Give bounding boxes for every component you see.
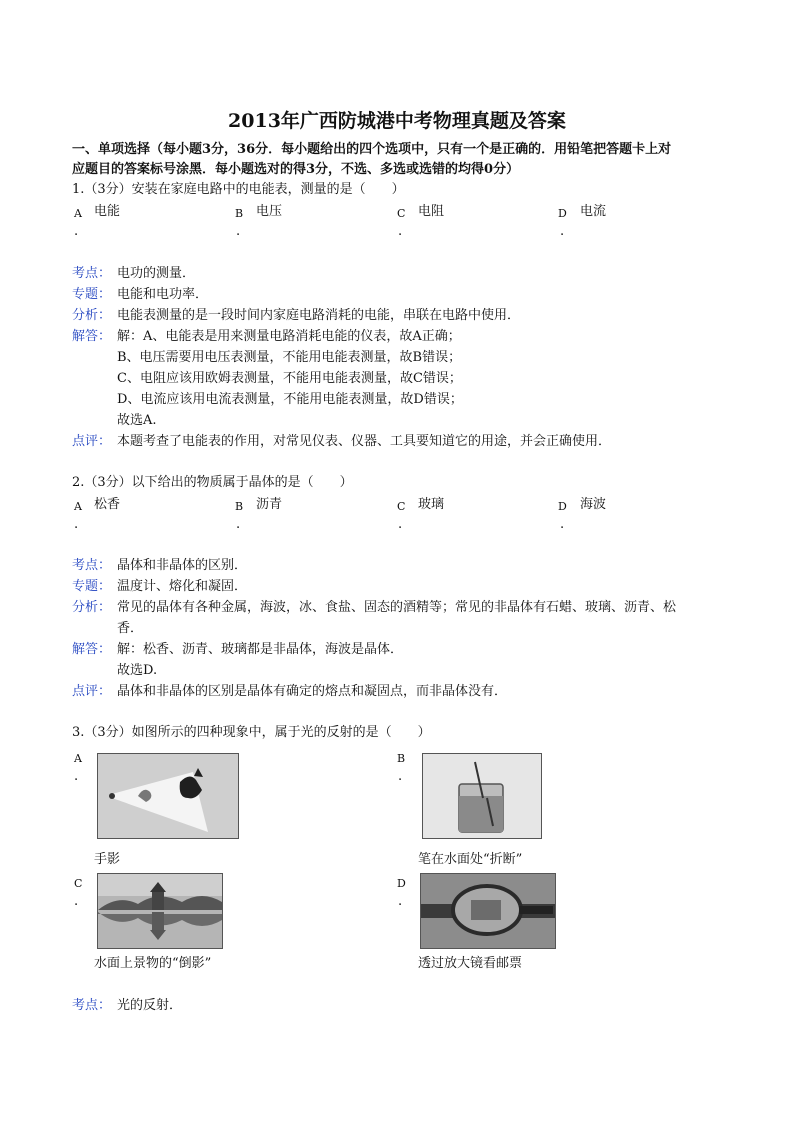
q1-option-a-letter: A [74, 207, 82, 220]
page-title: 2013年广西防城港中考物理真题及答案 [228, 110, 566, 132]
q2-option-c-text: 玻璃 [418, 497, 445, 512]
q1-fenxi-label: 分析： [72, 308, 112, 323]
q3-kaodian-label: 考点： [72, 998, 112, 1013]
q1-option-d-text: 电流 [580, 204, 607, 219]
q2-dianping-label: 点评： [72, 684, 112, 699]
q3-kaodian-text: 光的反射． [117, 998, 183, 1013]
q2-fenxi-line1: 常见的晶体有各种金属，海波，冰、食盐、固态的酒精等；常见的非晶体有石蜡、玻璃、沥青、松 [117, 600, 677, 615]
q2-jieda-line1: 解：松香、沥青、玻璃都是非晶体，海波是晶体． [117, 642, 404, 657]
q2-option-a-dot: . [74, 517, 79, 532]
q1-jieda-line1: 解：A、电能表是用来测量电路消耗电能的仪表，故A正确； [117, 329, 461, 344]
q1-dianping-label: 点评： [72, 434, 112, 449]
q2-dianping-text: 晶体和非晶体的区别是晶体有确定的熔点和凝固点，而非晶体没有． [117, 684, 508, 699]
q2-fenxi-label: 分析： [72, 600, 112, 615]
q2-option-b-dot: . [236, 517, 241, 532]
q2-option-a-letter: A [74, 500, 82, 513]
q2-option-c-dot: . [398, 517, 403, 532]
magnifier-stamp-image [420, 873, 556, 949]
q1-jieda-line5: 故选A. [117, 413, 157, 428]
q3-option-b-caption: 笔在水面处“折断” [418, 852, 523, 867]
q3-option-a-caption: 手影 [94, 852, 121, 867]
q2-zhuanti-text: 温度计、熔化和凝固． [117, 579, 248, 594]
q2-option-a-text: 松香 [94, 497, 121, 512]
q2-stem: 2.（3分）以下给出的物质属于晶体的是（ ） [72, 475, 353, 490]
q1-stem: 1.（3分）安装在家庭电路中的电能表，测量的是（ ） [72, 182, 405, 197]
q1-option-b-dot: . [236, 224, 241, 239]
q1-option-b-text: 电压 [256, 204, 283, 219]
q1-option-a-dot: . [74, 224, 79, 239]
q2-option-d-dot: . [560, 517, 565, 532]
q3-option-c-dot: . [74, 894, 79, 909]
q1-option-b-letter: B [235, 207, 244, 220]
q3-option-d-caption: 透过放大镜看邮票 [418, 956, 523, 971]
q1-jieda-line3: C、电阻应该用欧姆表测量，不能用电能表测量，故C错误； [117, 371, 462, 386]
q1-kaodian-text: 电功的测量． [117, 266, 196, 281]
q2-fenxi-line2: 香． [117, 621, 144, 636]
q3-option-b-letter: B [397, 752, 406, 765]
q3-option-a-letter: A [74, 752, 82, 765]
q1-dianping-text: 本题考查了电能表的作用，对常见仪表、仪器、工具要知道它的用途，并会正确使用． [117, 434, 612, 449]
q1-option-d-letter: D [558, 207, 567, 220]
water-reflection-image [97, 873, 223, 949]
q1-zhuanti-label: 专题： [72, 287, 112, 302]
q2-option-d-text: 海波 [580, 497, 607, 512]
q1-option-c-dot: . [398, 224, 403, 239]
q3-option-d-letter: D [397, 877, 406, 890]
pencil-in-water-image [422, 753, 542, 839]
q3-option-a-dot: . [74, 769, 79, 784]
q3-option-c-caption: 水面上景物的“倒影” [94, 956, 212, 971]
q2-option-d-letter: D [558, 500, 567, 513]
q2-option-b-letter: B [235, 500, 244, 513]
q3-option-d-dot: . [398, 894, 403, 909]
q1-fenxi-text: 电能表测量的是一段时间内家庭电路消耗的电能，串联在电路中使用． [117, 308, 521, 323]
q1-option-a-text: 电能 [94, 204, 121, 219]
section-instructions-line1: 一、单项选择（每小题3分，36分．每小题给出的四个选项中，只有一个是正确的．用铅笔把答题卡上对 [72, 142, 672, 157]
q1-zhuanti-text: 电能和电功率． [117, 287, 209, 302]
q1-jieda-line2: B、电压需要用电压表测量，不能用电能表测量，故B错误； [117, 350, 462, 365]
q1-jieda-label: 解答： [72, 329, 112, 344]
q2-jieda-line2: 故选D. [117, 663, 158, 678]
q2-zhuanti-label: 专题： [72, 579, 112, 594]
q2-kaodian-text: 晶体和非晶体的区别． [117, 558, 248, 573]
hand-shadow-image [97, 753, 239, 839]
q3-option-b-dot: . [398, 769, 403, 784]
q2-option-c-letter: C [397, 500, 406, 513]
q1-jieda-line4: D、电流应该用电流表测量，不能用电能表测量，故D错误； [117, 392, 463, 407]
section-instructions-line2: 应题目的答案标号涂黑．每小题选对的得3分，不选、多选或选错的均得0分） [72, 162, 520, 177]
q2-jieda-label: 解答： [72, 642, 112, 657]
q1-option-c-letter: C [397, 207, 406, 220]
q3-stem: 3.（3分）如图所示的四种现象中，属于光的反射的是（ ） [72, 725, 431, 740]
q1-kaodian-label: 考点： [72, 266, 112, 281]
q1-option-d-dot: . [560, 224, 565, 239]
q2-option-b-text: 沥青 [256, 497, 283, 512]
q1-option-c-text: 电阻 [418, 204, 445, 219]
q3-option-c-letter: C [74, 877, 83, 890]
q2-kaodian-label: 考点： [72, 558, 112, 573]
